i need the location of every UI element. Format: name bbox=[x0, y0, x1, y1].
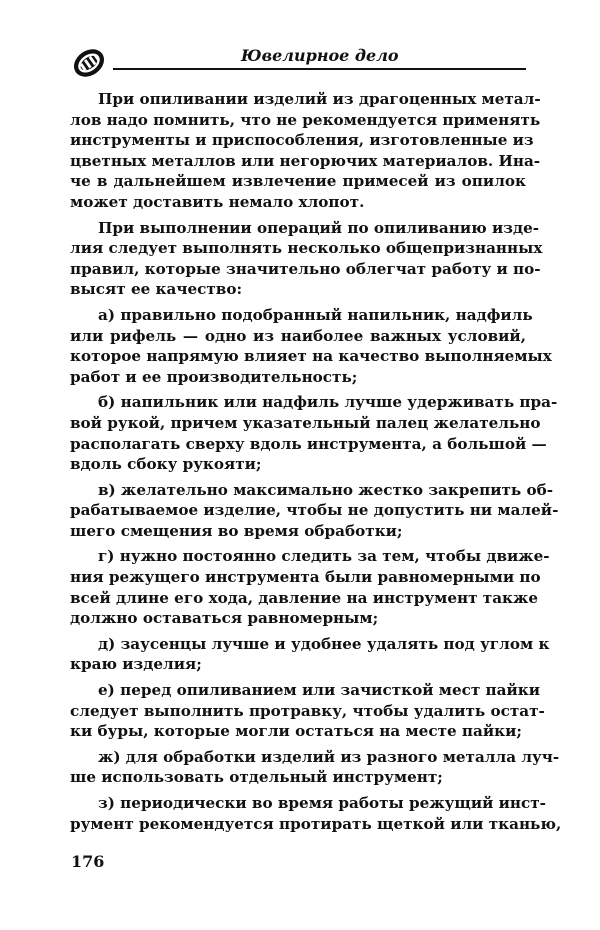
text-line: д) заусенцы лучше и удобнее удалять под углом к bbox=[98, 634, 550, 653]
text-line: рабатываемое изделие, чтобы не допустить ни малей- bbox=[70, 501, 559, 520]
text-line: ше использовать отдельный инструмент; bbox=[70, 768, 443, 787]
text-line: цветных металлов или негорючих материалов. Ина- bbox=[70, 151, 541, 170]
text-line: должно оставаться равномерным; bbox=[70, 609, 379, 628]
text-line: может доставить немало хлопот. bbox=[70, 192, 365, 211]
text-line: которое напрямую влияет на качество выполняемых bbox=[70, 347, 552, 366]
header-rule bbox=[113, 68, 526, 70]
text-line: высят ее качество: bbox=[70, 280, 243, 299]
text-line: е) перед опиливанием или зачисткой мест пайки bbox=[98, 681, 541, 700]
text-line: лия следует выполнять несколько общепризнанных bbox=[70, 239, 543, 258]
text-line: работ и ее производительность; bbox=[70, 367, 358, 386]
text-line: всей длине его хода, давление на инструмент также bbox=[70, 588, 539, 607]
text-line: шего смещения во время обработки; bbox=[70, 521, 403, 540]
text-line: краю изделия; bbox=[70, 655, 202, 674]
paragraph bbox=[70, 793, 562, 834]
text-line: з) периодически во время работы режущий инст- bbox=[98, 794, 546, 812]
text-line: че в дальнейшем извлечение примесей из опилок bbox=[70, 172, 526, 191]
paragraph bbox=[70, 392, 558, 474]
text-line: ния режущего инструмента были равномерными по bbox=[70, 568, 541, 587]
text-line: ки буры, которые могли остаться на месте пайки; bbox=[70, 722, 522, 741]
page-number: 176 bbox=[71, 852, 105, 871]
paragraph bbox=[70, 480, 559, 542]
text-line: следует выполнить протравку, чтобы удалить остат- bbox=[70, 701, 545, 720]
text-line: румент рекомендуется протирать щеткой или тканью, bbox=[70, 814, 562, 833]
text-line: При опиливании изделий из драгоценных метал- bbox=[98, 90, 541, 108]
text-line: или рифель — одно из наиболее важных условий, bbox=[70, 326, 526, 345]
paragraph bbox=[70, 680, 545, 742]
ring-logo-icon bbox=[70, 44, 108, 82]
paragraph bbox=[70, 546, 550, 628]
text-line: располагать сверху вдоль инструмента, а большой — bbox=[70, 434, 547, 453]
paragraph bbox=[70, 634, 550, 675]
text-line: вдоль сбоку рукояти; bbox=[70, 455, 262, 474]
text-line: инструменты и приспособления, изготовленные из bbox=[70, 131, 534, 150]
text-line: ж) для обработки изделий из разного металла луч- bbox=[98, 747, 560, 766]
text-line: в) желательно максимально жестко закрепить об- bbox=[98, 480, 554, 499]
text-line: правил, которые значительно облегчат работу и по- bbox=[70, 259, 541, 278]
paragraph bbox=[70, 89, 541, 213]
text-line: а) правильно подобранный напильник, надфиль bbox=[98, 305, 533, 324]
text-line: б) напильник или надфиль лучше удерживать пра- bbox=[98, 393, 558, 412]
paragraph bbox=[70, 305, 552, 387]
text-line: лов надо помнить, что не рекомендуется применять bbox=[70, 110, 541, 129]
body-text bbox=[70, 89, 562, 839]
paragraph bbox=[70, 747, 560, 788]
text-line: г) нужно постоянно следить за тем, чтобы движе- bbox=[98, 547, 550, 566]
text-line: вой рукой, причем указательный палец желательно bbox=[70, 413, 541, 432]
paragraph bbox=[70, 218, 543, 300]
running-header-title: Ювелирное дело bbox=[241, 46, 399, 65]
text-line: При выполнении операций по опиливанию изде- bbox=[98, 218, 540, 237]
